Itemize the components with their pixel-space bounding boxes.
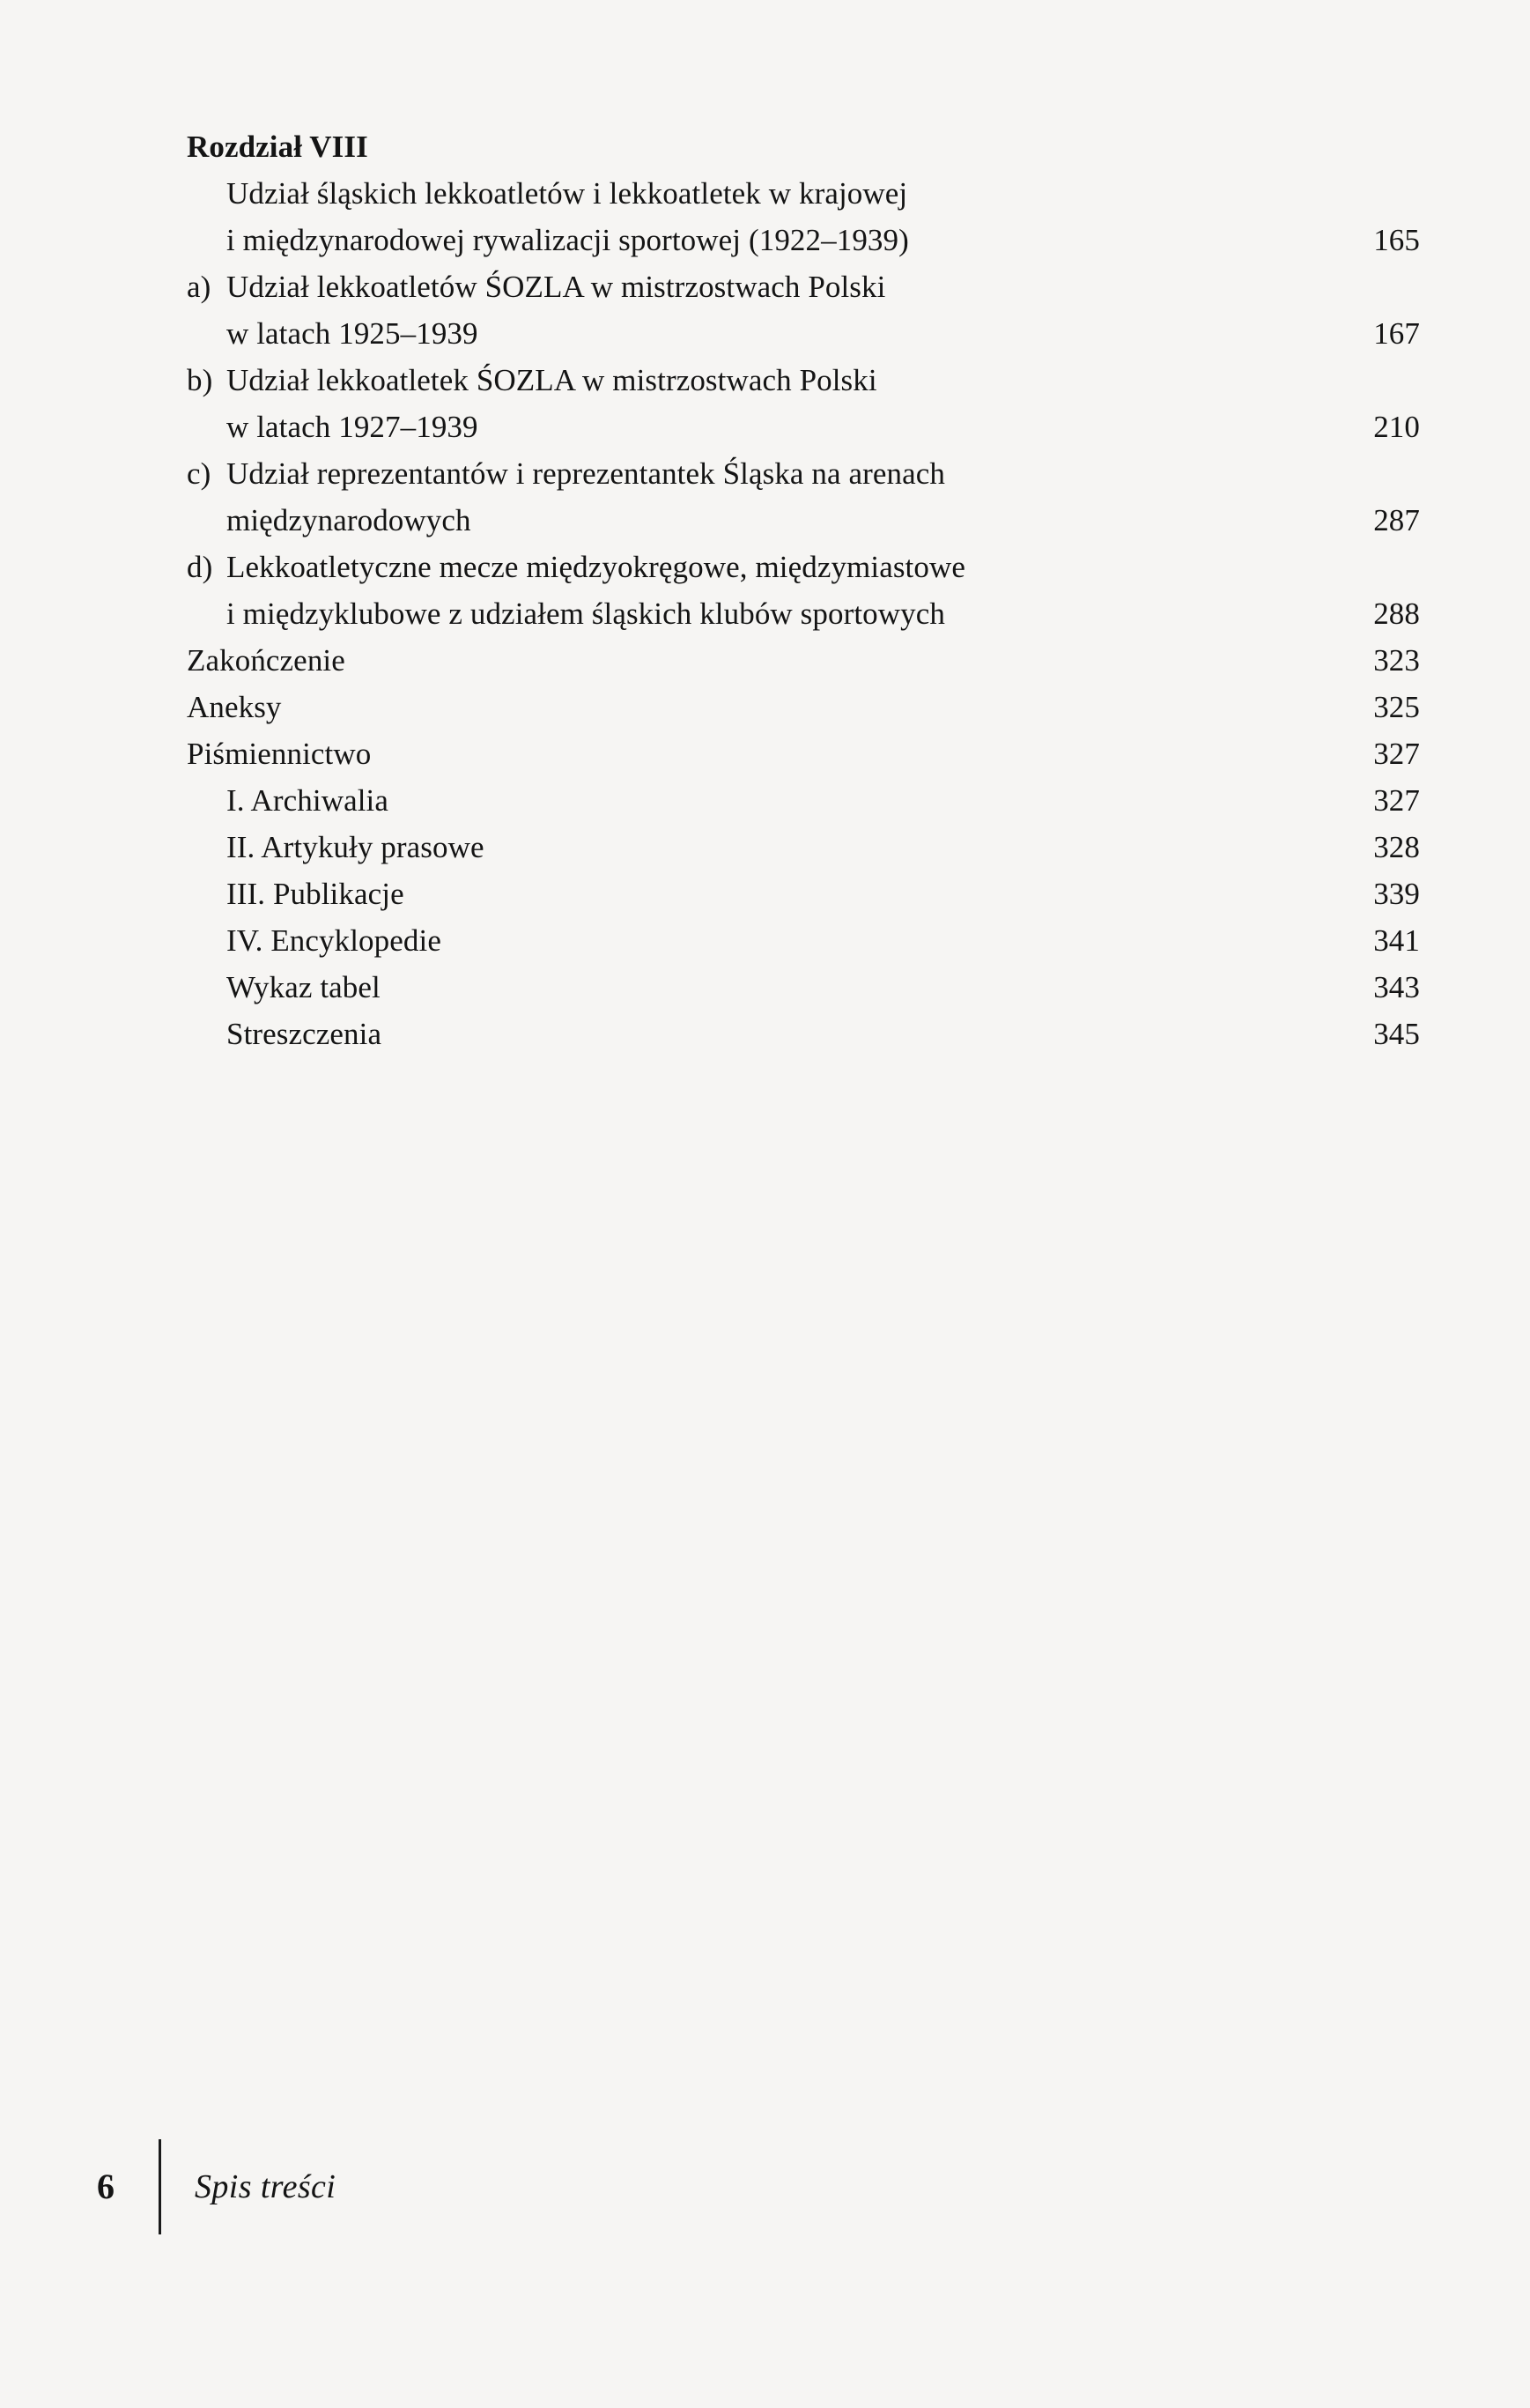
footer-divider bbox=[159, 2139, 161, 2234]
toc-entry-label: Zakończenie bbox=[187, 643, 345, 678]
toc-entry-page: 288 bbox=[1373, 596, 1420, 631]
toc-entry-marker: a) bbox=[187, 270, 211, 304]
toc-entry-page: 327 bbox=[1373, 783, 1420, 818]
toc-entry-label: Aneksy bbox=[187, 690, 282, 724]
toc-entry-label: Lekkoatletyczne mecze międzyokręgowe, międzymiastowe bbox=[226, 550, 965, 584]
toc-entry-page: 325 bbox=[1373, 690, 1420, 724]
toc-entry[interactable] bbox=[187, 263, 1420, 310]
toc-entry-page: 210 bbox=[1373, 410, 1420, 444]
toc-entry-label: Streszczenia bbox=[226, 1017, 382, 1051]
toc-entry[interactable] bbox=[187, 357, 1420, 404]
toc-entry[interactable] bbox=[187, 310, 1420, 357]
toc-entry-label: Piśmiennictwo bbox=[187, 737, 372, 771]
toc-entry-page: 167 bbox=[1373, 316, 1420, 351]
toc-entry-marker: d) bbox=[187, 550, 213, 584]
toc-entry[interactable] bbox=[187, 170, 1420, 217]
table-of-contents bbox=[187, 123, 1420, 1057]
toc-entry-label: Udział lekkoatletek ŚOZLA w mistrzostwach Polski bbox=[226, 363, 877, 397]
toc-entry[interactable] bbox=[187, 497, 1420, 544]
toc-entry-label: Udział lekkoatletów ŚOZLA w mistrzostwach Polski bbox=[226, 270, 886, 304]
toc-entry[interactable] bbox=[187, 1011, 1420, 1057]
toc-entry-label: I. Archiwalia bbox=[226, 783, 389, 818]
toc-entry-marker: b) bbox=[187, 363, 213, 397]
toc-entry-label: w latach 1927–1939 bbox=[226, 410, 478, 444]
toc-entry-page: 341 bbox=[1373, 923, 1420, 958]
toc-entry-label: i międzyklubowe z udziałem śląskich klubów sportowych bbox=[226, 596, 945, 631]
toc-entry-label: III. Publikacje bbox=[226, 877, 404, 911]
toc-entry-label: Wykaz tabel bbox=[226, 970, 381, 1004]
toc-entry-page: 343 bbox=[1373, 970, 1420, 1004]
toc-entry[interactable] bbox=[187, 590, 1420, 637]
toc-entry[interactable] bbox=[187, 777, 1420, 824]
toc-entry-page: 345 bbox=[1373, 1017, 1420, 1051]
toc-entry-label: Udział reprezentantów i reprezentantek Śląska na arenach bbox=[226, 456, 945, 491]
running-head: Spis treści bbox=[195, 2168, 336, 2205]
toc-entry[interactable] bbox=[187, 824, 1420, 871]
toc-entry[interactable] bbox=[187, 637, 1420, 684]
toc-entry-label: Rozdział VIII bbox=[187, 130, 368, 164]
toc-entry-label: Udział śląskich lekkoatletów i lekkoatletek w krajowej bbox=[226, 176, 908, 211]
toc-entry[interactable] bbox=[187, 917, 1420, 964]
toc-entry[interactable] bbox=[187, 684, 1420, 730]
toc-entry[interactable] bbox=[187, 544, 1420, 590]
toc-entry[interactable] bbox=[187, 123, 1420, 170]
toc-entry-label: IV. Encyklopedie bbox=[226, 923, 441, 958]
toc-entry-label: i międzynarodowej rywalizacji sportowej (1922–1939) bbox=[226, 223, 909, 257]
page-footer bbox=[97, 2138, 336, 2235]
toc-entry-page: 328 bbox=[1373, 830, 1420, 864]
toc-entry-page: 287 bbox=[1373, 503, 1420, 537]
toc-entry[interactable] bbox=[187, 404, 1420, 450]
toc-entry-label: międzynarodowych bbox=[226, 503, 471, 537]
toc-entry[interactable] bbox=[187, 450, 1420, 497]
toc-entry[interactable] bbox=[187, 217, 1420, 263]
toc-entry-label: w latach 1925–1939 bbox=[226, 316, 478, 351]
page-number: 6 bbox=[97, 2167, 115, 2206]
toc-entry-label: II. Artykuły prasowe bbox=[226, 830, 484, 864]
toc-entry-page: 327 bbox=[1373, 737, 1420, 771]
toc-entry-page: 165 bbox=[1373, 223, 1420, 257]
toc-entry[interactable] bbox=[187, 871, 1420, 917]
toc-entry[interactable] bbox=[187, 730, 1420, 777]
toc-entry[interactable] bbox=[187, 964, 1420, 1011]
toc-entry-page: 323 bbox=[1373, 643, 1420, 678]
toc-entry-marker: c) bbox=[187, 456, 211, 491]
toc-entry-page: 339 bbox=[1373, 877, 1420, 911]
